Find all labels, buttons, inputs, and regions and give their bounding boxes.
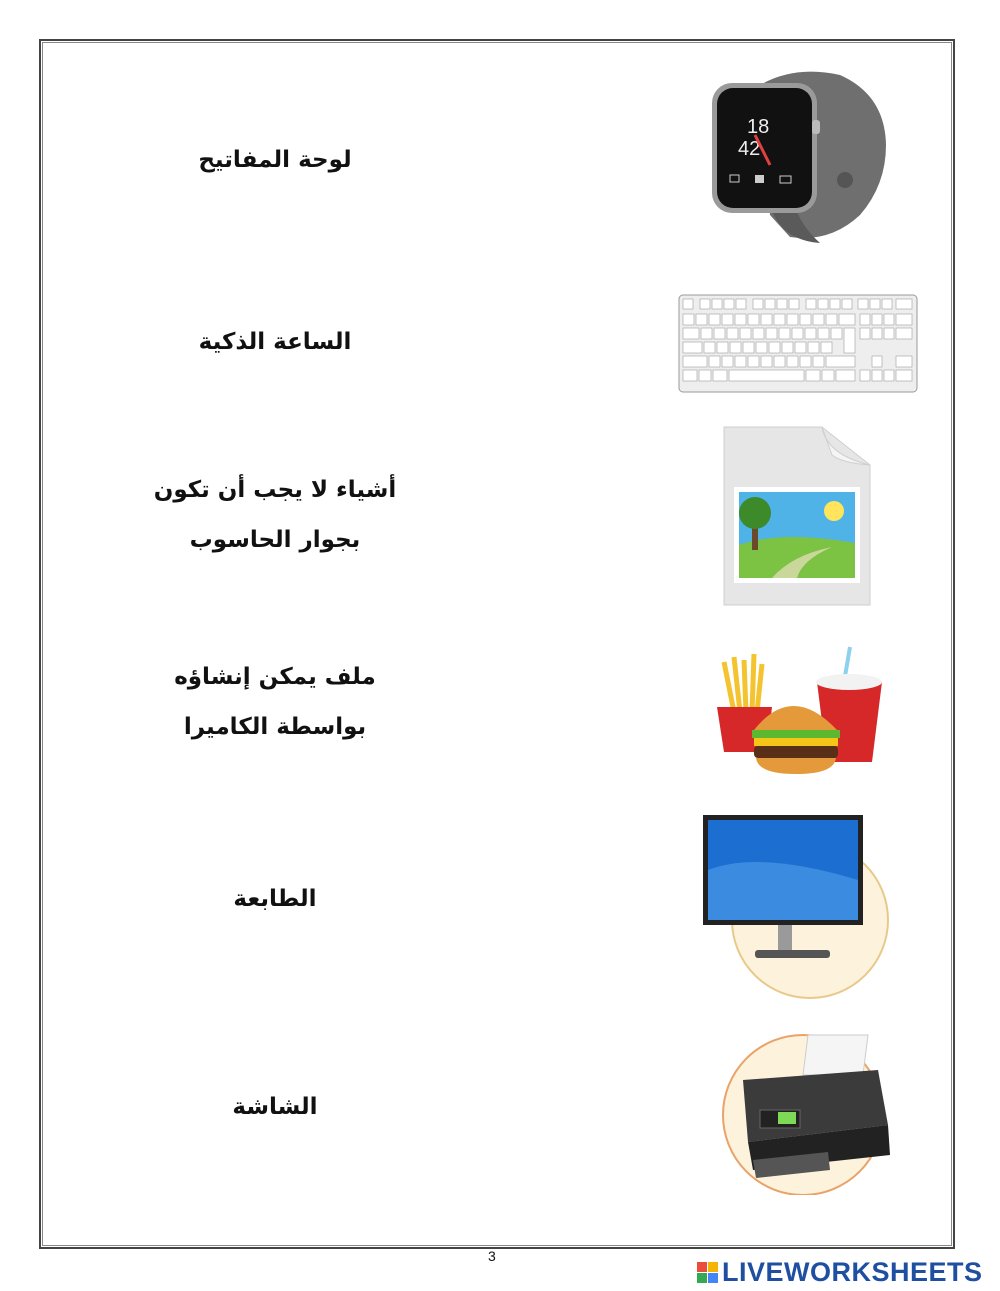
- watch-minute: 42: [738, 138, 761, 160]
- monitor-stand: [755, 950, 830, 958]
- watch-hour: 18: [747, 116, 770, 138]
- label-things-not-near-computer[interactable]: أشياء لا يجب أن تكون بجوار الحاسوب: [153, 477, 397, 553]
- printer-paper: [803, 1035, 868, 1075]
- patty: [754, 746, 838, 758]
- watch-screen: [717, 88, 812, 208]
- label-monitor[interactable]: الشاشة: [232, 1094, 318, 1120]
- keyboard-image[interactable]: [678, 294, 918, 394]
- smartwatch-image[interactable]: [700, 65, 890, 245]
- label-camera-file[interactable]: ملف يمكن إنشاؤه بواسطة الكاميرا: [174, 664, 376, 740]
- cup-lid: [816, 674, 882, 690]
- label-printer[interactable]: الطابعة: [233, 886, 317, 912]
- printer-display: [778, 1112, 796, 1124]
- fries: [724, 654, 762, 712]
- printer-image[interactable]: [718, 1030, 898, 1195]
- page-number: 3: [488, 1248, 496, 1264]
- bun-bottom: [756, 758, 836, 774]
- monitor-image[interactable]: [700, 810, 892, 1000]
- image-file-image[interactable]: [722, 425, 872, 607]
- monitor-neck: [778, 925, 792, 950]
- fast-food-image[interactable]: [712, 642, 892, 782]
- sun-icon: [824, 501, 844, 521]
- liveworksheets-icon: [697, 1262, 718, 1283]
- label-keyboard[interactable]: لوحة المفاتيح: [198, 147, 352, 173]
- liveworksheets-wordmark: LIVEWORKSHEETS: [722, 1256, 983, 1287]
- liveworksheets-logo[interactable]: [697, 1256, 983, 1288]
- apps-icon: [755, 175, 764, 183]
- cheese: [754, 738, 838, 746]
- lettuce: [752, 730, 840, 738]
- watch-band-pin: [837, 172, 853, 188]
- label-smartwatch[interactable]: الساعة الذكية: [198, 329, 352, 355]
- watch-crown: [812, 120, 820, 134]
- tree-icon: [739, 497, 771, 529]
